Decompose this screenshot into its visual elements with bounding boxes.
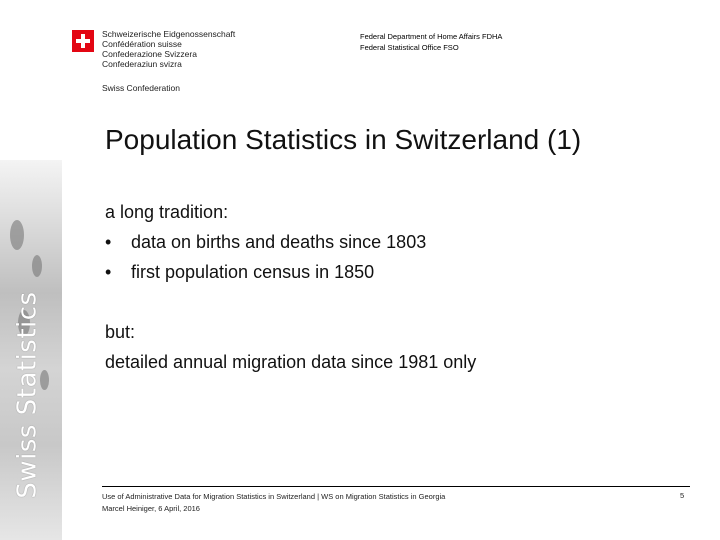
bullet-text: data on births and deaths since 1803 xyxy=(131,232,427,252)
footer-line-1: Use of Administrative Data for Migration Statistics in Switzerland | WS on Migration Statistics in Georgia xyxy=(102,492,446,501)
slide-title: Population Statistics in Switzerland (1) xyxy=(105,124,582,155)
spacer xyxy=(105,287,476,317)
confederation-english: Swiss Confederation xyxy=(102,83,180,93)
bullet-text: first population census in 1850 xyxy=(131,262,375,282)
office-name: Federal Statistical Office FSO xyxy=(360,43,459,52)
confederation-lines xyxy=(102,29,235,69)
sidebar-brand-text: Swiss Statistics xyxy=(13,291,44,499)
department-name: Federal Department of Home Affairs FDHA xyxy=(360,32,503,41)
slide-body xyxy=(105,197,476,377)
page-number: 5 xyxy=(680,491,685,500)
bullet-item xyxy=(105,257,476,287)
intro-text: a long tradition: xyxy=(105,202,229,222)
detail-text: detailed annual migration data since 1981 only xyxy=(105,352,477,372)
footer-divider xyxy=(102,486,690,487)
confederation-line-it: Confederazione Svizzera xyxy=(102,49,197,59)
footer-text xyxy=(102,491,445,515)
department-block xyxy=(360,31,502,53)
but-label: but: xyxy=(105,322,136,342)
sidebar-brand xyxy=(6,291,50,499)
bullet-dot-icon: • xyxy=(105,232,112,252)
confederation-line-fr: Confédération suisse xyxy=(102,39,182,49)
confederation-line-rm: Confederaziun svizra xyxy=(102,59,182,69)
bullet-dot-icon: • xyxy=(105,262,112,282)
footer-line-2: Marcel Heiniger, 6 April, 2016 xyxy=(102,504,200,513)
swiss-flag-icon xyxy=(72,30,94,52)
bullet-item xyxy=(105,227,476,257)
confederation-line-de: Schweizerische Eidgenossenschaft xyxy=(102,29,236,39)
